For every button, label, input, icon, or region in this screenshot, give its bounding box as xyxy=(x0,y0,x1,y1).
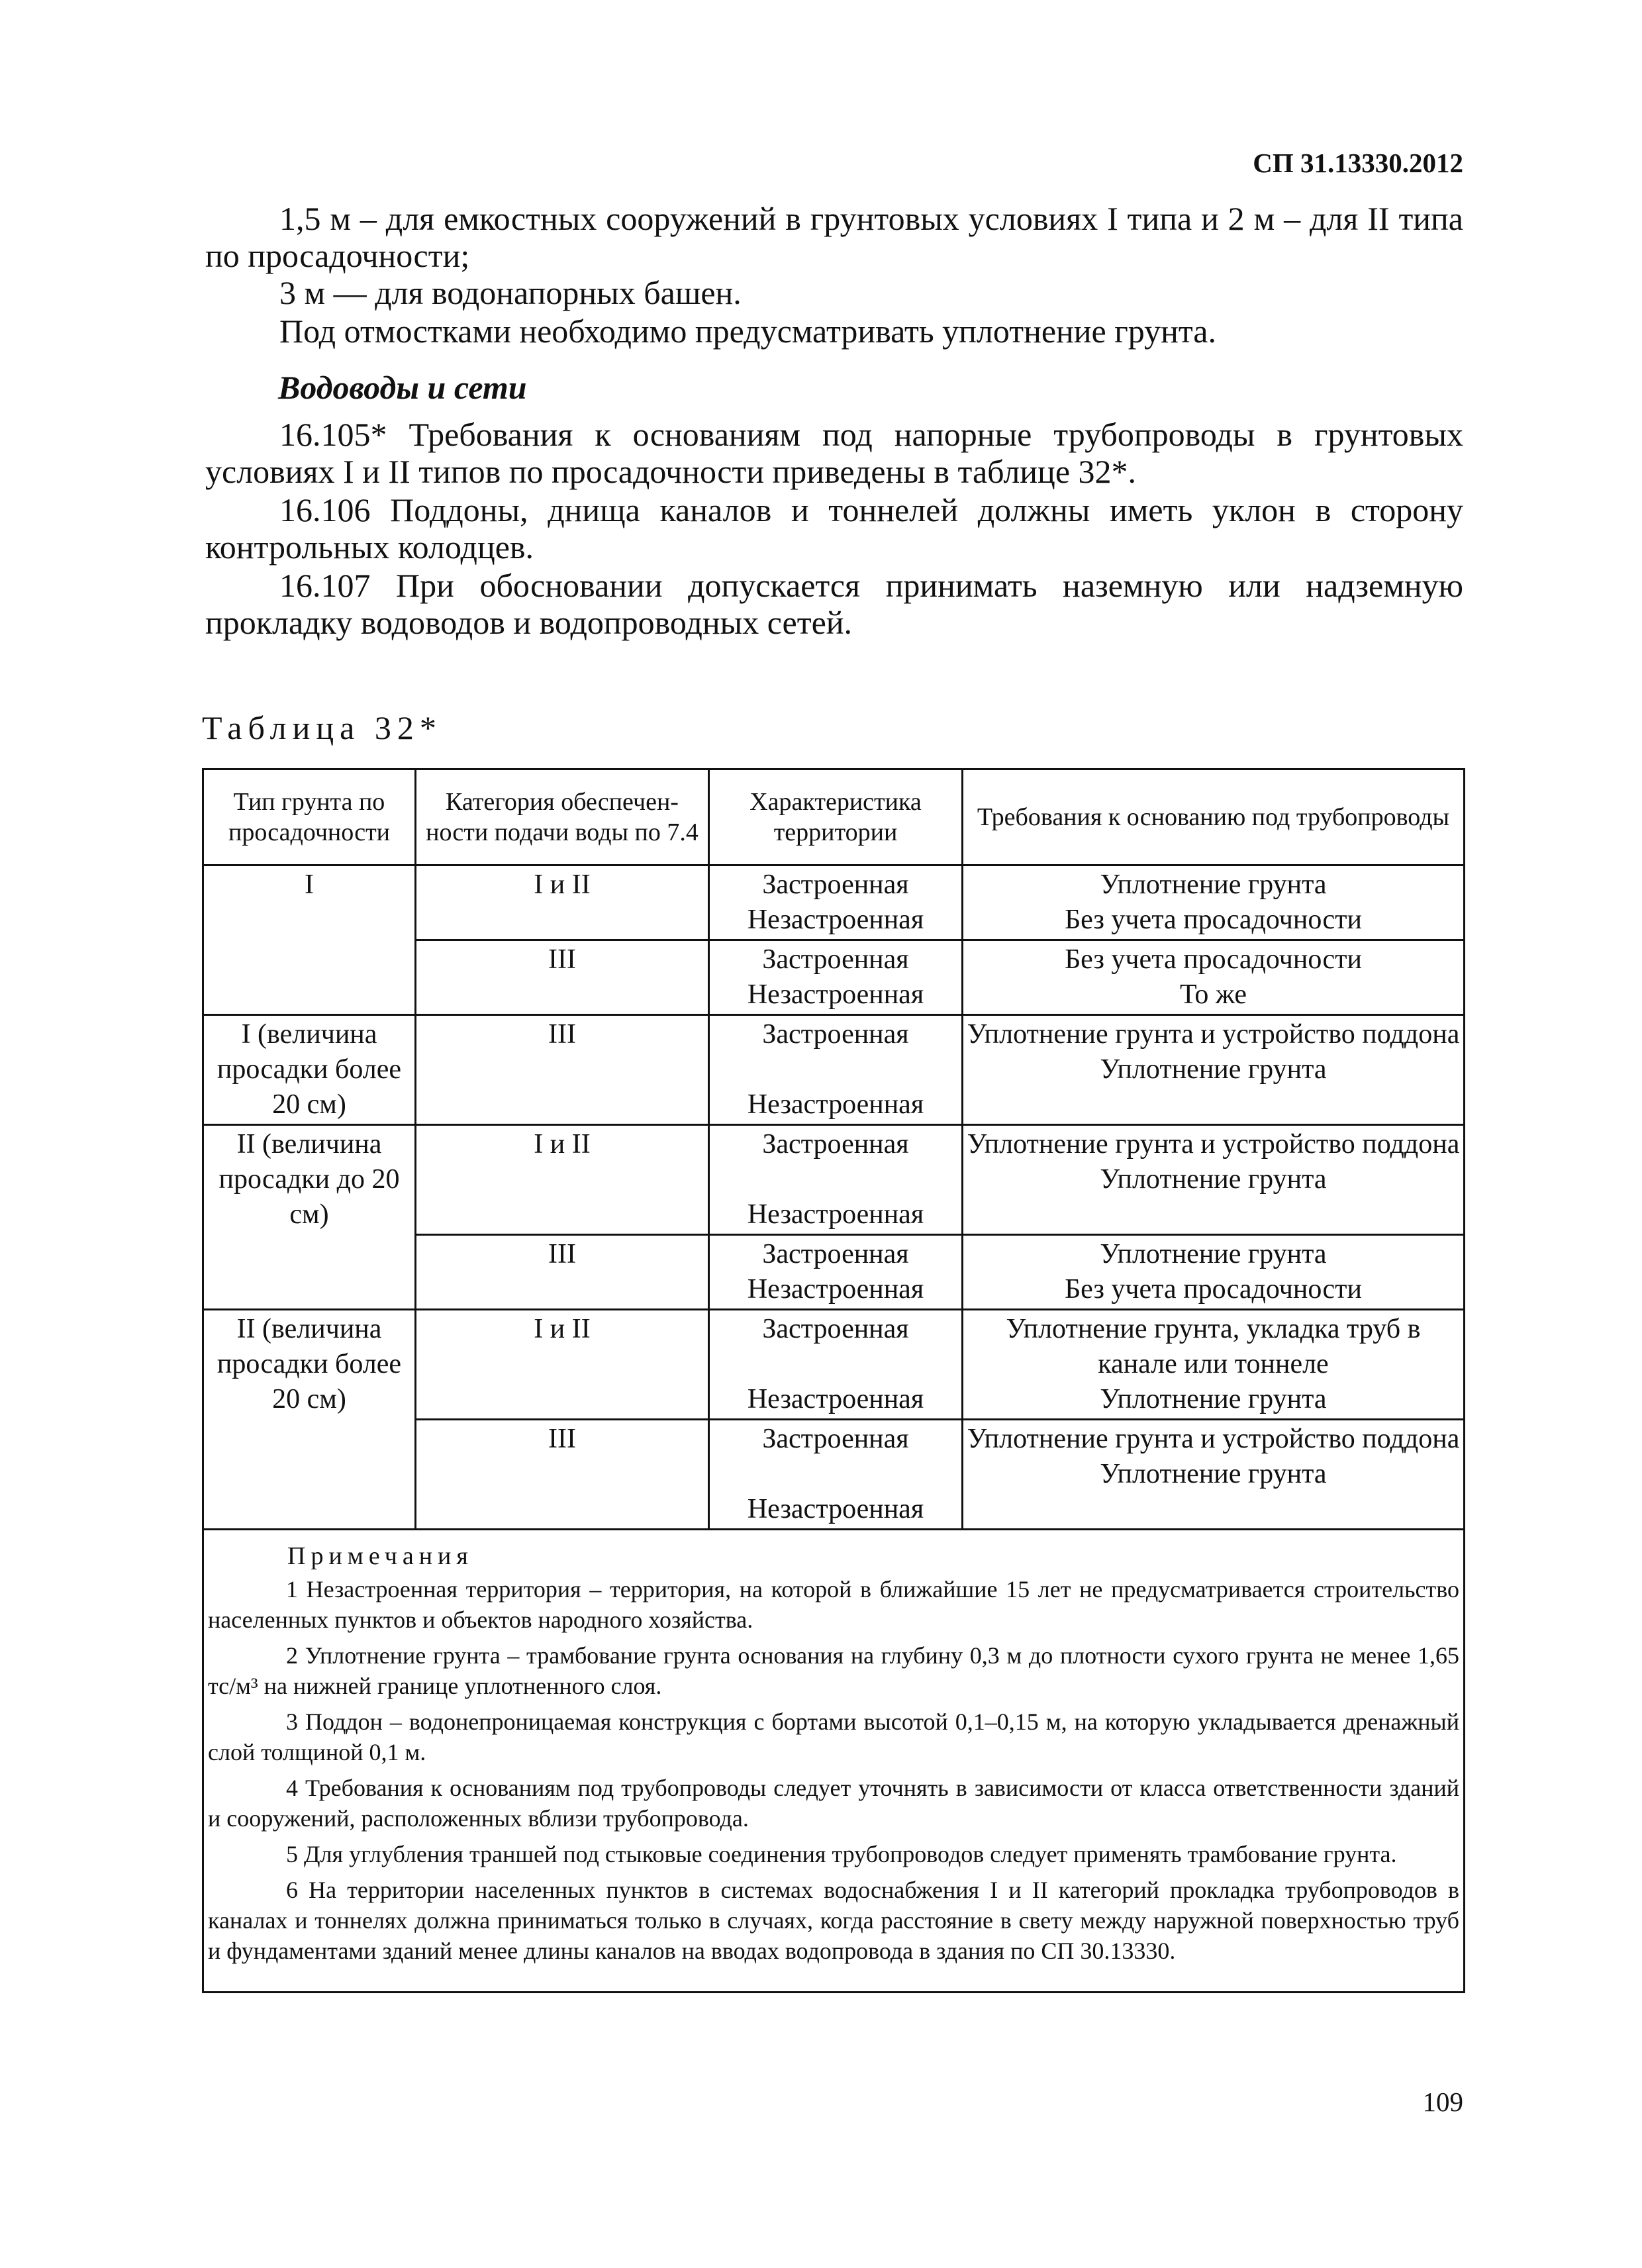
requirement-line: То же xyxy=(1179,979,1247,1010)
soil-type-cell: II (величина просадки до 20 см) xyxy=(203,1125,416,1310)
requirement-line: Уплотнение грунта xyxy=(1100,1239,1327,1269)
requirements-cell xyxy=(963,1125,1465,1235)
requirement-line: Без учета просадочности xyxy=(1065,944,1362,975)
territory-cell xyxy=(709,1015,963,1125)
table-row xyxy=(203,1125,1465,1235)
category-cell: III xyxy=(416,1420,709,1530)
note-5: 5 Для углубления траншей под стыковые соединения трубопроводов следует применять трамбование грунта. xyxy=(286,1841,1397,1867)
territory-line: Незастроенная xyxy=(747,905,924,935)
table-row xyxy=(203,1015,1465,1125)
requirements-cell xyxy=(963,1310,1465,1420)
requirement-line: Уплотнение грунта xyxy=(1100,1459,1327,1489)
territory-line: Незастроенная xyxy=(747,1089,924,1120)
note-2: 2 Уплотнение грунта – трамбование грунта основания на глубину 0,3 м до плотности сухого грунта не менее 1,65 тс/м³ на нижней границе уплотненного слоя. xyxy=(208,1642,1459,1699)
requirement-line: Без учета просадочности xyxy=(1065,1274,1362,1305)
intro-paragraph-1: 1,5 м – для емкостных сооружений в грунтовых условиях I типа и 2 м – для II типа по просадочности; xyxy=(205,200,1463,274)
category-cell: I и II xyxy=(416,1125,709,1235)
territory-cell xyxy=(709,1420,963,1530)
category-cell: I и II xyxy=(416,865,709,940)
territory-line: Застроенная xyxy=(762,1129,909,1159)
intro-paragraph-2: 3 м — для водонапорных башен. xyxy=(279,274,742,311)
territory-line: Незастроенная xyxy=(747,1274,924,1305)
requirement-line: Уплотнение грунта и устройство поддона xyxy=(967,1424,1460,1454)
territory-line: Застроенная xyxy=(762,1019,909,1050)
table-row xyxy=(203,1310,1465,1420)
territory-line: Незастроенная xyxy=(747,979,924,1010)
requirement-line: Уплотнение грунта xyxy=(1100,1384,1327,1414)
table-caption: Таблица 32* xyxy=(202,709,442,746)
header-requirements: Требования к основанию под трубопроводы xyxy=(963,769,1465,865)
territory-cell xyxy=(709,1125,963,1235)
notes-cell xyxy=(203,1530,1465,1993)
requirements-cell xyxy=(963,1420,1465,1530)
requirement-line: Уплотнение грунта xyxy=(1100,1054,1327,1085)
category-cell: III xyxy=(416,1015,709,1125)
category-cell: I и II xyxy=(416,1310,709,1420)
note-4: 4 Требования к основаниям под трубопроводы следует уточнять в зависимости от класса ответственности зданий и сооружений, расположенных вблизи трубопровода. xyxy=(208,1775,1459,1832)
territory-line: Застроенная xyxy=(762,869,909,900)
soil-type-cell: I (величина просадки более 20 см) xyxy=(203,1015,416,1125)
territory-cell xyxy=(709,940,963,1015)
clause-16-106: 16.106 Поддоны, днища каналов и тоннелей должны иметь уклон в сторону контрольных колодцев. xyxy=(205,491,1463,566)
territory-line: Застроенная xyxy=(762,1424,909,1454)
notes-row xyxy=(203,1530,1465,1993)
table-header-row xyxy=(203,769,1465,865)
requirement-line: Уплотнение грунта, укладка труб в канале или тоннеле xyxy=(1006,1314,1421,1379)
territory-line xyxy=(712,1347,959,1382)
territory-cell xyxy=(709,865,963,940)
requirement-line: Уплотнение грунта и устройство поддона xyxy=(967,1129,1460,1159)
territory-line: Незастроенная xyxy=(747,1494,924,1524)
notes-title: Примечания xyxy=(287,1542,473,1570)
territory-cell xyxy=(709,1235,963,1310)
category-cell: III xyxy=(416,1235,709,1310)
header-territory: Характеристика территории xyxy=(709,769,963,865)
territory-line: Застроенная xyxy=(762,944,909,975)
note-3: 3 Поддон – водонепроницаемая конструкция с бортами высотой 0,1–0,15 м, на которую укладывается дренажный слой толщиной 0,1 м. xyxy=(208,1708,1459,1765)
page-number: 109 xyxy=(1422,2087,1463,2117)
note-1: 1 Незастроенная территория – территория, на которой в ближайшие 15 лет не предусматривается строительство населенных пунктов и объектов народного хозяйства. xyxy=(208,1576,1459,1633)
table-row xyxy=(203,865,1465,940)
territory-line: Незастроенная xyxy=(747,1384,924,1414)
category-cell: III xyxy=(416,940,709,1015)
document-code: СП 31.13330.2012 xyxy=(1253,148,1463,178)
soil-type-cell: I xyxy=(203,865,416,1015)
header-water-supply-category: Категория обеспечен-ности подачи воды по 7.4 xyxy=(416,769,709,865)
soil-type-cell: II (величина просадки более 20 см) xyxy=(203,1310,416,1530)
section-title: Водоводы и сети xyxy=(278,369,527,406)
territory-line xyxy=(712,1052,959,1087)
territory-line: Застроенная xyxy=(762,1314,909,1344)
clause-16-107: 16.107 При обосновании допускается принимать наземную или надземную прокладку водоводов и водопроводных сетей. xyxy=(205,567,1463,641)
intro-paragraph-3: Под отмостками необходимо предусматривать уплотнение грунта. xyxy=(279,313,1216,350)
territory-line xyxy=(712,1162,959,1197)
territory-line: Застроенная xyxy=(762,1239,909,1269)
requirement-line: Уплотнение грунта и устройство поддона xyxy=(967,1019,1460,1050)
requirements-table xyxy=(202,768,1465,1993)
clause-16-105: 16.105* Требования к основаниям под напорные трубопроводы в грунтовых условиях I и II типов по просадочности приведены в таблице 32*. xyxy=(205,416,1463,490)
requirements-cell xyxy=(963,1015,1465,1125)
note-6: 6 На территории населенных пунктов в системах водоснабжения I и II категорий прокладка трубопроводов в каналах и тоннелях должна приниматься только в случаях, когда расстояние в свету между наружной поверхностью труб и фундаментами зданий менее длины каналов на вводах водопровода в здания по СП 30.13330. xyxy=(208,1877,1459,1964)
territory-line xyxy=(712,1457,959,1492)
requirement-line: Без учета просадочности xyxy=(1065,905,1362,935)
territory-cell xyxy=(709,1310,963,1420)
requirement-line: Уплотнение грунта xyxy=(1100,869,1327,900)
requirements-cell xyxy=(963,940,1465,1015)
requirement-line: Уплотнение грунта xyxy=(1100,1164,1327,1195)
requirements-cell xyxy=(963,865,1465,940)
header-soil-type: Тип грунта по просадочности xyxy=(203,769,416,865)
requirements-cell xyxy=(963,1235,1465,1310)
territory-line: Незастроенная xyxy=(747,1199,924,1230)
